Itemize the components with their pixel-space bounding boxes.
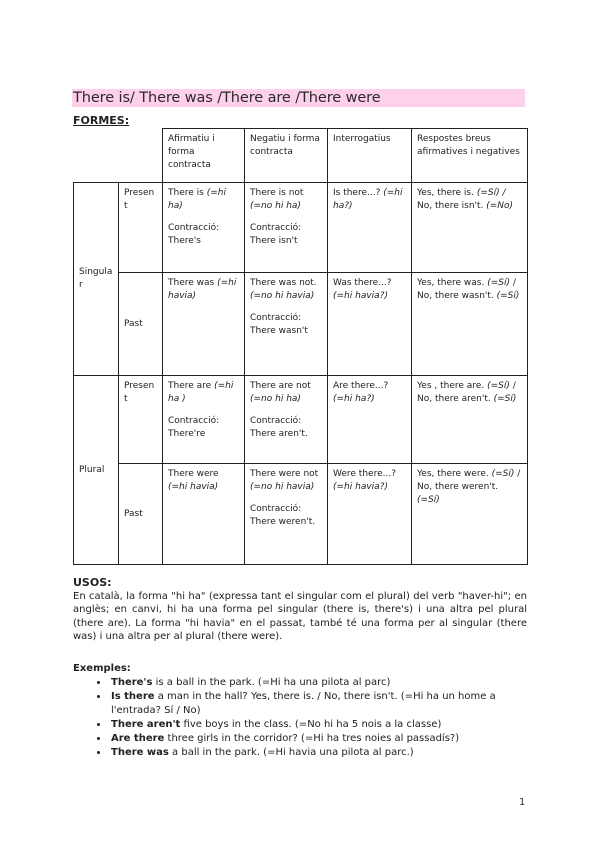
cell-translation: (=Sí) <box>487 381 510 391</box>
cell-translation: (=hi havia?) <box>333 291 388 301</box>
header-cell: Negatiu i forma contracta <box>245 129 328 183</box>
usos-section <box>73 576 527 644</box>
cell-text: There was <box>168 278 218 288</box>
example-bold: There was <box>111 747 169 758</box>
cell-text: Are there...? <box>333 381 389 391</box>
empty-corner <box>74 129 163 183</box>
cell-text: Contracció: <box>250 416 302 426</box>
cell-translation: (=hi ha ) <box>168 381 234 404</box>
cell-translation: (=hi havia) <box>168 482 219 492</box>
table-cell <box>163 376 245 464</box>
cell-text: There is not <box>250 188 304 198</box>
cell-text: Yes, there were. <box>417 469 492 479</box>
cell-text: / No, there weren't. <box>417 469 521 492</box>
cell-text: There are <box>168 381 215 391</box>
cell-text: There were <box>168 469 219 479</box>
table-cell <box>328 273 412 376</box>
examples-heading: Exemples: <box>73 663 131 674</box>
tense-label-present: Present <box>119 376 163 464</box>
cell-text: / No, there wasn't. <box>417 278 516 301</box>
table-cell <box>412 464 528 565</box>
cell-text: Contracció: <box>250 223 302 233</box>
cell-text: Yes, there was. <box>417 278 488 288</box>
cell-text: Contracció: <box>168 223 220 233</box>
cell-translation: (=hi ha) <box>168 188 226 211</box>
group-label-plural: Plural <box>74 376 119 565</box>
cell-translation: (=Sí) <box>491 469 515 479</box>
cell-text: There is <box>168 188 207 198</box>
cell-text: Contracció: <box>168 416 220 426</box>
table-cell <box>245 273 328 376</box>
cell-text: Is there...? <box>333 188 384 198</box>
cell-text: Yes, there is. <box>417 188 477 198</box>
cell-text: / No, there aren't. <box>417 381 516 404</box>
cell-translation: (=no hi ha) <box>250 394 301 404</box>
cell-text: There aren't. <box>250 429 308 439</box>
example-text: a man in the hall? Yes, there is. / No, there isn't. (=Hi ha un home a l'entrada? Sí / No) <box>111 691 496 716</box>
table-cell <box>163 183 245 273</box>
list-item <box>109 690 533 718</box>
cell-text: There isn't <box>250 236 298 246</box>
cell-translation: (=Sí) <box>417 495 440 505</box>
tense-label-past: Past <box>119 464 163 565</box>
cell-text: Contracció: <box>250 504 302 514</box>
cell-text: There were not <box>250 469 319 479</box>
cell-translation: (=Sí) <box>496 291 520 301</box>
cell-text: There's <box>168 236 201 246</box>
cell-text: Was there...? <box>333 278 392 288</box>
header-cell: Respostes breus afirmatives i negatives <box>412 129 528 183</box>
list-item <box>109 746 533 760</box>
formes-heading: FORMES: <box>73 114 130 127</box>
cell-translation: (=no hi ha) <box>250 201 301 211</box>
cell-text: Were there...? <box>333 469 396 479</box>
table-cell <box>412 273 528 376</box>
example-text: three girls in the corridor? (=Hi ha tres noies al passadís?) <box>164 733 460 744</box>
cell-translation: (=hi havia) <box>168 278 237 301</box>
list-item <box>109 732 533 746</box>
cell-translation: (=No) <box>486 201 514 211</box>
example-bold: Is there <box>111 691 155 702</box>
table-cell <box>245 183 328 273</box>
cell-text: There are not <box>250 381 311 391</box>
tense-label-past: Past <box>119 273 163 376</box>
cell-text: Yes , there are. <box>417 381 488 391</box>
table-cell <box>245 464 328 565</box>
table-row <box>74 273 528 376</box>
cell-translation: (=hi havia?) <box>333 482 388 492</box>
example-bold: There aren't <box>111 719 181 730</box>
cell-translation: (=Sí) <box>487 278 510 288</box>
header-cell: Interrogatius <box>328 129 412 183</box>
table-row <box>74 376 528 464</box>
cell-text: Contracció: <box>250 313 302 323</box>
table-cell <box>328 464 412 565</box>
usos-paragraph: En català, la forma "hi ha" (expressa tant el singular com el plural) del verb "haver-hi"; en anglès; en canvi, hi ha una forma pel singular (there is, there's) i una altra pel plural (there are). La forma "hi havia" en el passat, també té una forma per al singular (there was) i una altra per al plural (there were). <box>73 590 527 642</box>
example-text: is a ball in the park. (=Hi ha una pilota al parc) <box>152 677 391 688</box>
cell-text: There weren't. <box>250 517 316 527</box>
examples-section <box>73 662 533 760</box>
list-item <box>109 718 533 732</box>
table-cell <box>412 376 528 464</box>
cell-translation: (=hi ha?) <box>333 394 375 404</box>
table-row <box>74 183 528 273</box>
group-label-singular: Singular <box>74 183 119 376</box>
cell-text: There wasn't <box>250 326 308 336</box>
table-cell <box>245 376 328 464</box>
cell-text: No, there isn't. <box>417 201 487 211</box>
example-bold: There's <box>111 677 153 688</box>
cell-text: There was not. <box>250 278 317 288</box>
grammar-table <box>73 128 528 565</box>
cell-translation: (=Sí) / <box>476 188 506 198</box>
table-cell <box>163 464 245 565</box>
cell-translation: (=no hi havia) <box>250 482 315 492</box>
page-number: 1 <box>519 797 526 808</box>
examples-list <box>73 676 533 760</box>
table-row <box>74 464 528 565</box>
example-text: five boys in the class. (=No hi ha 5 nois a la classe) <box>180 719 442 730</box>
example-text: a ball in the park. (=Hi havia una pilota al parc.) <box>168 747 414 758</box>
table-cell <box>328 376 412 464</box>
usos-heading: USOS: <box>73 576 112 589</box>
table-cell <box>163 273 245 376</box>
table-cell <box>412 183 528 273</box>
cell-translation: (=no hi havia) <box>250 291 315 301</box>
list-item <box>109 676 533 690</box>
header-cell: Afirmatiu i forma contracta <box>163 129 245 183</box>
page-title: There is/ There was /There are /There were <box>72 89 525 107</box>
cell-translation: (=hi ha?) <box>333 188 403 211</box>
cell-text: There're <box>168 429 206 439</box>
table-header-row <box>74 129 528 183</box>
table-cell <box>328 183 412 273</box>
example-bold: Are there <box>111 733 165 744</box>
tense-label-present: Present <box>119 183 163 273</box>
cell-translation: (=Sí) <box>493 394 517 404</box>
